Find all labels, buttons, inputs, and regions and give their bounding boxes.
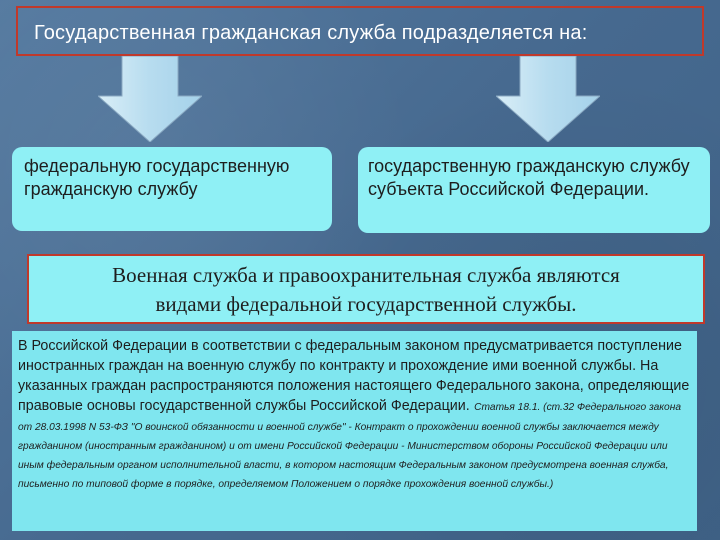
down-arrow-icon xyxy=(98,56,202,142)
military-service-box xyxy=(27,254,705,324)
title-frame xyxy=(16,6,704,56)
foreign-citizens-paragraph xyxy=(12,331,697,531)
page-title: Государственная гражданская служба подразделяется на: xyxy=(34,22,588,44)
regional-service-text: государственную гражданскую службу субъекта Российской Федерации. xyxy=(368,156,690,199)
main-paragraph-text: В Российской Федерации в соответствии с федеральным законом предусматривается поступление иностранных граждан на военную службу по контракту и прохождение ими военной службы. На указанных граждан распространяются положения настоящего Федерального закона, определяющие правовые основы государственной службы Российской Федерации. xyxy=(18,338,690,414)
federal-service-card xyxy=(12,147,332,231)
military-line-2: видами федеральной государственной службы. xyxy=(155,292,577,316)
article-note-text: Статья 18.1. (ст.32 Федерального закона от 28.03.1998 N 53-ФЗ "О воинской обязанности и военной службе" - Контракт о прохождении военной службы заключается между гражданином (иностранным гражданином) и от имени Российской Федерации - Министерством обороны Российской Федерации или иным федеральным органом исполнительной власти, в котором настоящим Федеральным законом предусмотрена военная служба, письменно по типовой форме в порядке, определяемом Положением о порядке прохождения военной службы.) xyxy=(18,402,682,490)
regional-service-card xyxy=(358,147,710,233)
military-line-1: Военная служба и правоохранительная служба являются xyxy=(112,263,620,287)
federal-service-text: федеральную государственную гражданскую службу xyxy=(24,156,290,199)
down-arrow-icon xyxy=(496,56,600,142)
